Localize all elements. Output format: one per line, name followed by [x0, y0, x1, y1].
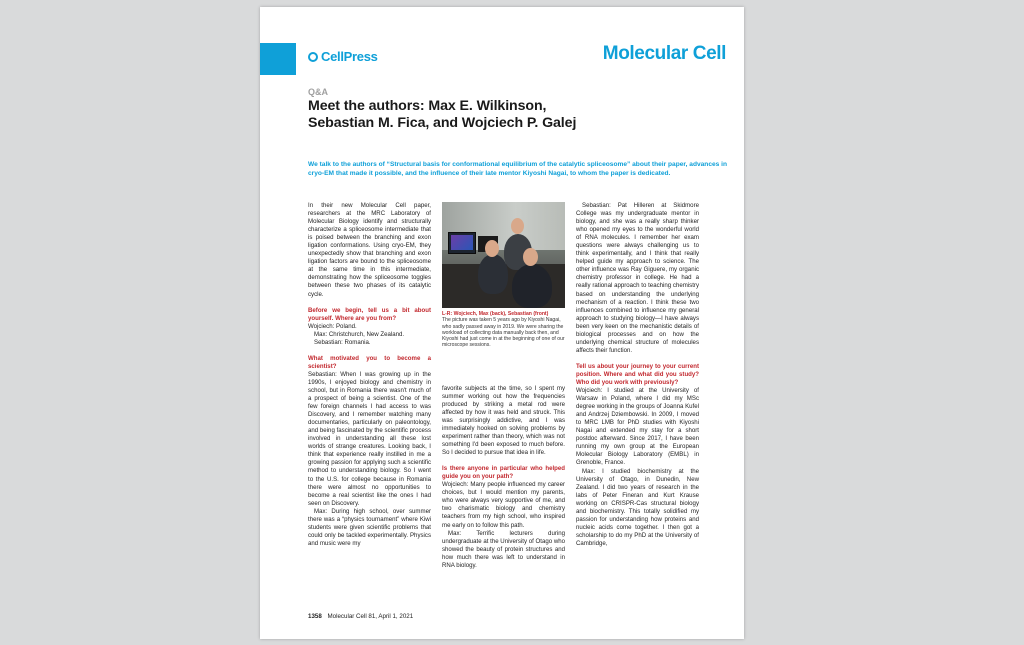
answer-paragraph: Wojciech: I studied at the University of Warsaw in Poland, where I did my MSc degree working in the groups of Joanna Kufel and Andrzej Dziembowski. In 2009, I moved to MRC LMB for PhD studies with Kiyoshi Nagai and extended my stay for a short postdoc afterward. Since 2017, I have been running my own group at the European Molecular Biology Laboratory (EMBL) in Grenoble, France. — [576, 387, 699, 467]
question-heading: Tell us about your journey to your current position. Where and what did you study? Who did you work with previously? — [576, 362, 699, 386]
journal-title: Molecular Cell — [602, 43, 726, 64]
answer-paragraph: Max: Christchurch, New Zealand. — [314, 330, 405, 338]
answer-paragraph: Max: I studied biochemistry at the University of Otago, in Dunedin, New Zealand. I did two years of research in the labs of Peter Fineran and Kurt Krause working on CRISPR-Cas structural biology and biochemistry. This totally solidified my passion for understanding how proteins and nucleic acids come together. I then got a scholarship to do my PhD at the University of Cambridge, — [576, 467, 699, 547]
answer-paragraph: favorite subjects at the time, so I spent my summer working out how the frequencies produced by striking a metal rod were affected by how it was held and struck. This was surprisingly addictive, and I was immediately hooked on solving problems by experiment rather than theory, which was not something I'd been exposed to much before. So I decided to pursue that idea in life. — [442, 384, 565, 457]
article-page — [260, 7, 744, 639]
question-heading: What motivated you to become a scientist? — [308, 354, 431, 370]
photo-caption — [442, 311, 565, 349]
answer-paragraph: Max: During high school, over summer there was a “physics tournament” where Kiwi students were given scientific problems that could only be tackled experimentally. Physics and music were my — [308, 507, 431, 547]
caption-text: The picture was taken 5 years ago by Kiyoshi Nagai, who sadly passed away in 2019. We were sharing the workload of collecting data manually back then, and Kiyoshi had just come in at the beginning of one of our microscope sessions. — [442, 317, 565, 349]
question-heading: Is there anyone in particular who helped guide you on your path? — [442, 465, 565, 481]
title-line: Meet the authors: Max E. Wilkinson, — [308, 98, 547, 114]
answer-paragraph: Wojciech: Many people influenced my career choices, but I would mention my parents, who were always very supportive of me, and two charismatic biology and chemistry teachers from my high school, who inspired me early on to follow this path. — [442, 481, 565, 529]
citation: Molecular Cell 81, April 1, 2021 — [327, 613, 414, 620]
intro-paragraph: In their new Molecular Cell paper, researchers at the MRC Laboratory of Molecular Biology identify and structurally characterize a spliceosome intermediate that is poised between the branching and exon ligation conformations. Using cryo-EM, they unexpectedly show that branching and exon ligation factors are bound to the spliceosome at the same time in this intermediate, demonstrating how the spliceosome toggles between these two phases of its catalytic cycle. — [308, 202, 431, 298]
answer-paragraph: Max: Terrific lecturers during undergraduate at the University of Otago who showed the beauty of protein structures and how much there was left to understand in RNA biology. — [442, 529, 565, 569]
text-column-2 — [442, 202, 565, 570]
article-title — [308, 98, 728, 132]
author-photo — [442, 202, 565, 308]
publisher-logo — [308, 49, 378, 64]
header-color-tab — [260, 43, 296, 75]
section-label: Q&A — [308, 87, 328, 97]
monitor-icon — [448, 232, 476, 254]
question-heading: Before we begin, tell us a bit about yourself. Where are you from? — [308, 306, 431, 322]
answer-paragraph: Wojciech: Poland. — [308, 322, 357, 330]
page-footer — [308, 613, 413, 620]
text-column-3 — [576, 202, 699, 548]
caption-label: L-R: Wojciech, Max (back), Sebastian (front) — [442, 311, 549, 317]
title-line: Sebastian M. Fica, and Wojciech P. Galej — [308, 115, 577, 131]
page-number: 1358 — [308, 613, 322, 620]
answer-paragraph: Sebastian: When I was growing up in the 1990s, I enjoyed biology and chemistry in school, but in Romania there wasn't much of a prospect of being a scientist. One of the few foreign channels I had access to was Discovery, and I remember watching many documentaries, particularly on paleontology, and being fascinated by the scientific process involved in understanding all these lost worlds of strange creatures. Looking back, I think that experience really instilled in me a growing passion for applying such a scientific method to understanding biology. So I went to the U.S. for college because in Romania there were almost no opportunities to become a real scientist like the ones I had seen on Discovery. — [308, 370, 431, 507]
answer-paragraph: Sebastian: Romania. — [314, 338, 371, 346]
article-lede: We talk to the authors of “Structural basis for conformational equilibrium of the catalytic spliceosome” about their paper, advances in cryo-EM that made it possible, and the influence of their late mentor Kiyoshi Nagai, to whom the paper is dedicated. — [308, 161, 728, 178]
answer-paragraph: Sebastian: Pat Hilleren at Skidmore College was my undergraduate mentor in biology, and she was a really sharp thinker who opened my eyes to the wonderful world of RNA molecules. I remember her exam questions were always challenging us to think experimentally, and I think that really helped guide my approach to science. The other influence was Ray Giguere, my organic chemistry professor in college. He had a really rational approach to teaching chemistry based on understanding the underlying mechanism of a reaction. I think these two influences combined to influence my general approach to studying biology—I have always been very keen on the mechanistic details of biological processes and on how the underlying chemical structure of molecules affects their function. — [576, 202, 699, 354]
cellpress-logo-icon — [308, 52, 318, 62]
text-column-1 — [308, 202, 431, 548]
publisher-name: CellPress — [321, 49, 378, 64]
